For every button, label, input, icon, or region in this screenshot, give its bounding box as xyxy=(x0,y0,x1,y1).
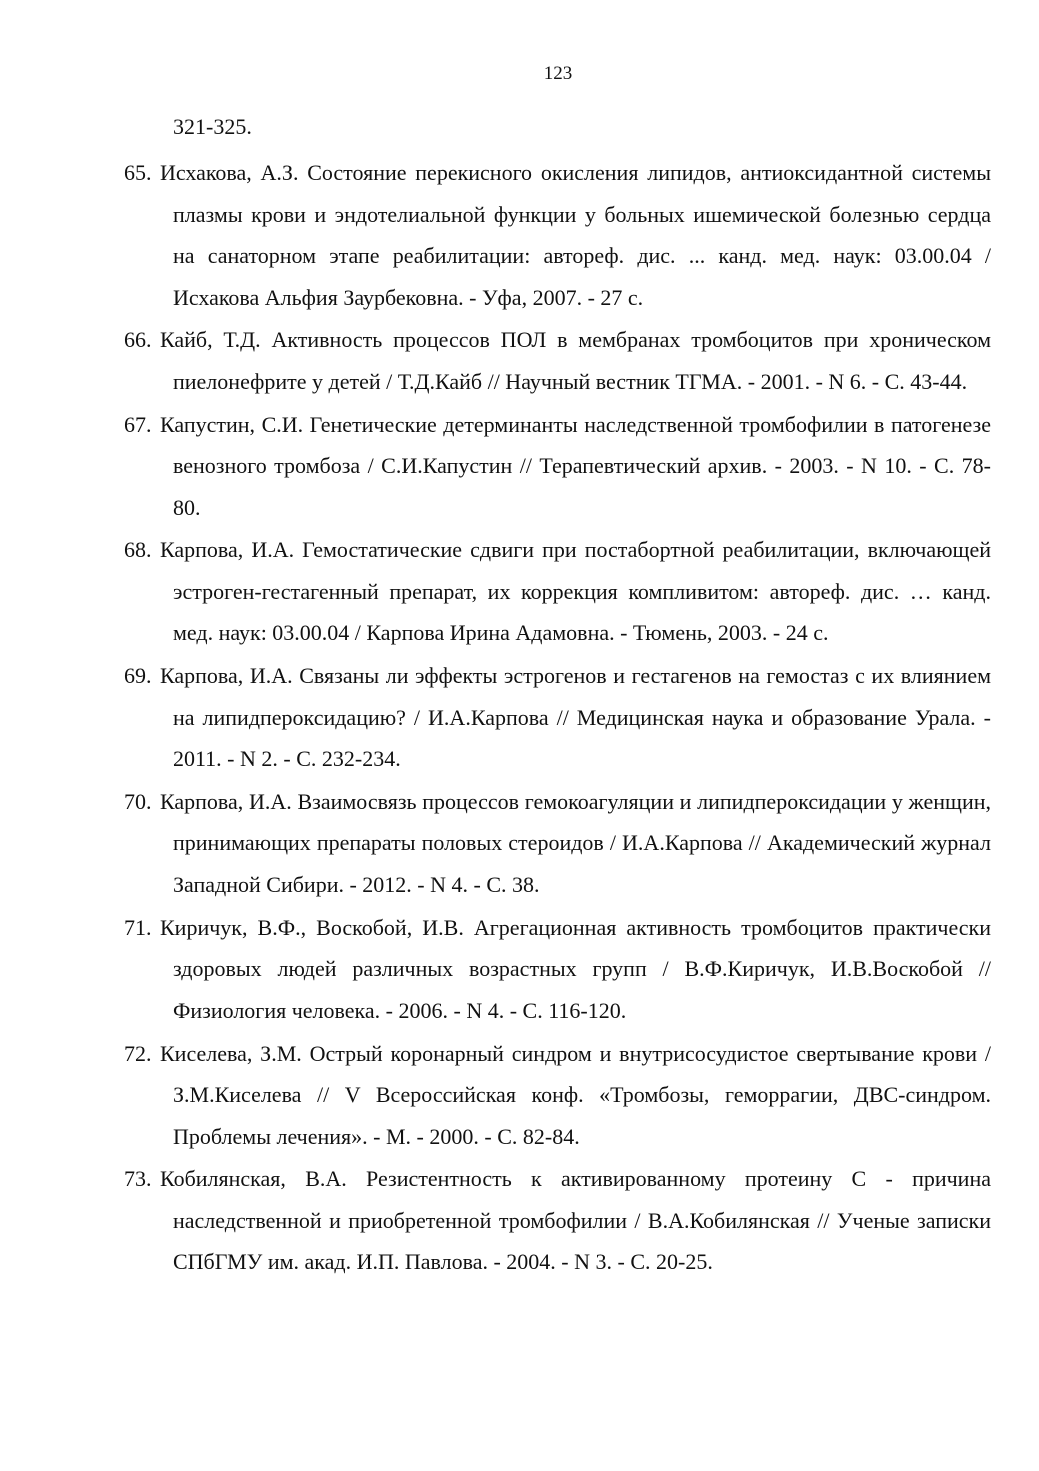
reference-number: 68. xyxy=(124,537,152,563)
reference-number: 67. xyxy=(124,411,152,437)
reference-item xyxy=(124,404,991,529)
reference-item xyxy=(124,907,991,1032)
page-number: 123 xyxy=(543,63,573,84)
reference-text: Капустин, С.И. Генетические детерминанты наследственной тромбофилии в патогенезе венозного тромбоза / С.И.Капустин // Терапевтический архив. - 2003. - N 10. - С. 78-80. xyxy=(160,411,991,520)
reference-item xyxy=(124,152,991,318)
reference-list xyxy=(124,152,991,1284)
reference-text: Карпова, И.А. Взаимосвязь процессов гемокоагуляции и липидпероксидации у женщин, принимающих препараты половых стероидов / И.А.Карпова // Академический журнал Западной Сибири. - 2012. - N 4. - С. 38. xyxy=(160,788,991,897)
reference-number: 69. xyxy=(124,663,152,689)
reference-item xyxy=(124,1033,991,1158)
reference-text: Карпова, И.А. Гемостатические сдвиги при постабортной реабилитации, включающей эстроген-гестагенный препарат, их коррекция компливитом: автореф. дис. … канд. мед. наук: 03.00.04 / Карпова Ирина Адамовна. - Тюмень, 2003. - 24 с. xyxy=(160,537,991,646)
reference-item xyxy=(124,1158,991,1283)
reference-text: Киселева, З.М. Острый коронарный синдром и внутрисосудистое свертывание крови / З.М.Киселева // V Всероссийская конф. «Тромбозы, геморрагии, ДВС-синдром. Проблемы лечения». - М. - 2000. - С. 82-84. xyxy=(160,1040,991,1149)
reference-text: Кайб, Т.Д. Активность процессов ПОЛ в мембранах тромбоцитов при хроническом пиелонефрите у детей / Т.Д.Кайб // Научный вестник ТГМА. - 2001. - N 6. - С. 43-44. xyxy=(160,327,991,394)
reference-text: Исхакова, А.З. Состояние перекисного окисления липидов, антиоксидантной системы плазмы крови и эндотелиальной функции у больных ишемической болезнью сердца на санаторном этапе реабилитации: автореф. дис. ... канд. мед. наук: 03.00.04 / Исхакова Альфия Заурбековна. - Уфа, 2007. - 27 с. xyxy=(160,160,991,310)
continuation-text: 321-325. xyxy=(173,114,252,139)
reference-item xyxy=(124,319,991,402)
reference-item xyxy=(124,529,991,654)
reference-number: 71. xyxy=(124,914,152,940)
reference-number: 72. xyxy=(124,1040,152,1066)
reference-number: 73. xyxy=(124,1166,152,1192)
reference-number: 66. xyxy=(124,327,152,353)
reference-item xyxy=(124,655,991,780)
reference-text: Киричук, В.Ф., Воскобой, И.В. Агрегационная активность тромбоцитов практически здоровых людей различных возрастных групп / В.Ф.Киричук, И.В.Воскобой // Физиология человека. - 2006. - N 4. - С. 116-120. xyxy=(160,914,991,1023)
reference-text: Кобилянская, В.А. Резистентность к активированному протеину С - причина наследственной и приобретенной тромбофилии / В.А.Кобилянская // Ученые записки СПбГМУ им. акад. И.П. Павлова. - 2004. - N 3. - С. 20-25. xyxy=(160,1166,991,1275)
reference-number: 70. xyxy=(124,788,152,814)
reference-item xyxy=(124,781,991,906)
reference-text: Карпова, И.А. Связаны ли эффекты эстрогенов и гестагенов на гемостаз с их влиянием на липидпероксидацию? / И.А.Карпова // Медицинская наука и образование Урала. - 2011. - N 2. - С. 232-234. xyxy=(160,663,991,772)
reference-number: 65. xyxy=(124,160,152,185)
